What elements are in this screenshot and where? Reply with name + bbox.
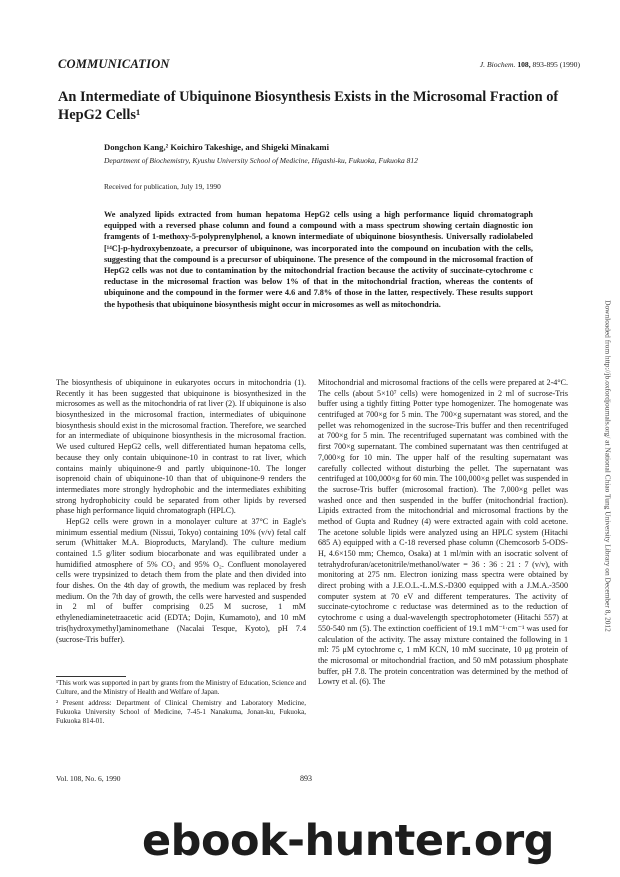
- footnotes: [56, 679, 306, 727]
- journal-name: J. Biochem.: [479, 60, 516, 69]
- body-paragraph: Mitochondrial and microsomal fractions of the cells were prepared at 2-4°C. The cells (about 5×10⁷ cells) were homogenized in 2 ml of sucrose-Tris buffer using a tightly fitting Potter type homogenizer. The homogenate was centrifuged at 700×g for 5 min. The 700×g supernatant was stored, and the pellet was rehomogenized in the sucrose-Tris buffer and then recentrifuged at 700×g for 5 min. The recentrifuged supernatant was combined with the first 700×g supernatant. The combined supernatant was then centrifuged at 7,000×g for 10 min. The upper half of the resulting supernatant was carefully collected without disturbing the pellet. The supernatant was centrifuged at 100,000×g for 60 min. The 100,000×g pellet was suspended in the sucrose-Tris buffer (microsomal fraction). The 7,000×g pellet was washed once and then suspended in the buffer (mitochondrial fraction). Lipids extracted from the mitochondrial and microsomal fractions by the method of Gupta and Rudney (4) were extracted again with cold acetone. The acetone soluble lipids were analyzed using an HPLC system (Hitachi 685 A) equipped with a C-18 reversed phase column (Chemcosorb 5-ODS-H, 4.6×150 mm; Chemco, Osaka) at 1 ml/min with an isocratic solvent of tetrahydrofuran/acetonitrile/methanol/water = 36 : 36 : 21 : 7 (v/v), with monitoring at 275 nm. Electron ionizing mass spectra were obtained by direct probing with a J.E.O.L.-L.M.S.-D300 equipped with a J.M.A.-3500 computer system at 70 eV and different temperatures. The activity of succinate-cytochrome c reductase was determined as to the reduction of cytochrome c using a dual-wavelength spectrophotometer (Hitachi 557) at 550-540 nm (5). The extinction coefficient of 19.1 mM⁻¹·cm⁻¹ was used for calculation of the activity. The assay mixture contained the following in 1 ml: 75 μM cytochrome c, 1 mM KCN, 10 mM succinate, 10 μg protein of the microsomal or mitochondrial fraction, and 50 mM potassium phosphate buffer, pH 7.8. The protein concentration was determined by the method of Lowry et al. (6). The: [318, 378, 568, 687]
- article-title: An Intermediate of Ubiquinone Biosynthesis Exists in the Microsomal Fraction of HepG2 Cells¹: [58, 89, 559, 123]
- journal-pages: 893-895 (1990): [532, 60, 580, 69]
- body-column-right: [318, 378, 568, 688]
- received-date: Received for publication, July 19, 1990: [104, 182, 221, 191]
- footnote-divider: [56, 676, 126, 677]
- affiliation: Department of Biochemistry, Kyushu University School of Medicine, Higashi-ku, Fukuoka, Fukuoka 812: [104, 156, 418, 165]
- watermark: ebook-hunter.org: [142, 816, 554, 866]
- body-paragraph: The biosynthesis of ubiquinone in eukaryotes occurs in mitochondria (1). Recently it has been suggested that ubiquinone is biosynthesized in the microsomes as well as the mitochondria of rat liver (2). If ubiquinone is also biosynthesized in the microsomal fraction, intermediates of ubiquinone biosynthesis should exist in the microsomal fraction. Therefore, we searched for an intermediate of ubiquinone biosynthesis in the microsomal fraction. We used cultured HepG2 cells, well differentiated human hepatoma cells, because they only contain ubiquinone-10 in contrast to rat liver, which contains mainly ubiquinone-9 and partly ubiquinone-10. The longer isoprenoid chain of ubiquinone-10 than that of ubiquinone-9 renders the intermediates more strongly hydrophobic and the intermediates exhibiting strong hydrophobicity could be separated from other lipids by reversed phase high performance liquid chromatograph (HPLC).: [56, 378, 306, 516]
- body-column-left: [56, 378, 306, 645]
- body-paragraph: HepG2 cells were grown in a monolayer culture at 37°C in Eagle's minimum essential medium (Nissui, Tokyo) containing 10% (v/v) fetal calf serum (Whittaker M.A. Bioproducts, Maryland). The culture medium contained 1.5 g/liter sodium biocarbonate and was equilibrated under a humidified atmosphere of 5% CO₂ and 95% O₂. Confluent monolayered cells were trypsinized to detach them from the plate and then divided into four dishes. On the 4th day of growth, the medium was replaced by fresh medium. On the 7th day of growth, the cells were harvested and suspended in 2 ml of buffer comprising 0.25 M sucrose, 1 mM ethylenediaminetetraacetic acid (EDTA; Dojin, Kumamoto), and 10 mM tris(hydroxymethyl)aminomethane (Nacalai Tesque, Kyoto), pH 7.4 (sucrose-Tris buffer).: [56, 516, 306, 644]
- issue-info: Vol. 108, No. 6, 1990: [56, 774, 121, 783]
- footnote-address: ² Present address: Department of Clinical Chemistry and Laboratory Medicine, Fukuoka University School of Medicine, 7-45-1 Nanakuma, Jonan-ku, Fukuoka, Fukuoka 814-01.: [56, 698, 306, 726]
- footnote-funding: ¹This work was supported in part by grants from the Ministry of Education, Science and Culture, and the Ministry of Health and Welfare of Japan.: [56, 679, 306, 697]
- page-number: 893: [300, 774, 312, 783]
- journal-volume: 108,: [517, 60, 531, 69]
- abstract: We analyzed lipids extracted from human hepatoma HepG2 cells using a high performance liquid chromatograph equipped with a reversed phase column and found a compound with a mass spectrum showing certain diagnostic ion framgents of 1-methoxy-5-polyprenylphenol, a known intermediate of ubiquinone biosynthesis. Universally radiolabeled [¹⁴C]-p-hydroxybenzoate, a precursor of ubiquinone, was incorporated into the compound on incubation with the cells, suggesting that the compound is a precursor of ubiquinone. The presence of the compound in the microsomal fraction of HepG2 cells was not due to contamination by the mitochondrial fraction because the activity of succinate-cytochrome c reductase in the microsomal fraction was below 1% of that in the mitochondrial fraction, whereas the contents of ubiquinone and the compound in the former were 4.6 and 7.8% of those in the latter, respectively. These results support the hypothesis that ubiquinone biosynthesis might occur in microsomes as well as mitochondria.: [104, 210, 533, 309]
- section-label: COMMUNICATION: [58, 57, 170, 71]
- author-list: Dongchon Kang,² Koichiro Takeshige, and Shigeki Minakami: [104, 142, 329, 152]
- download-notice: Downloaded from http://jb.oxfordjournals.org/ at National Chiao Tung University Library on December 8, 2012: [603, 300, 613, 632]
- journal-reference: [480, 60, 580, 69]
